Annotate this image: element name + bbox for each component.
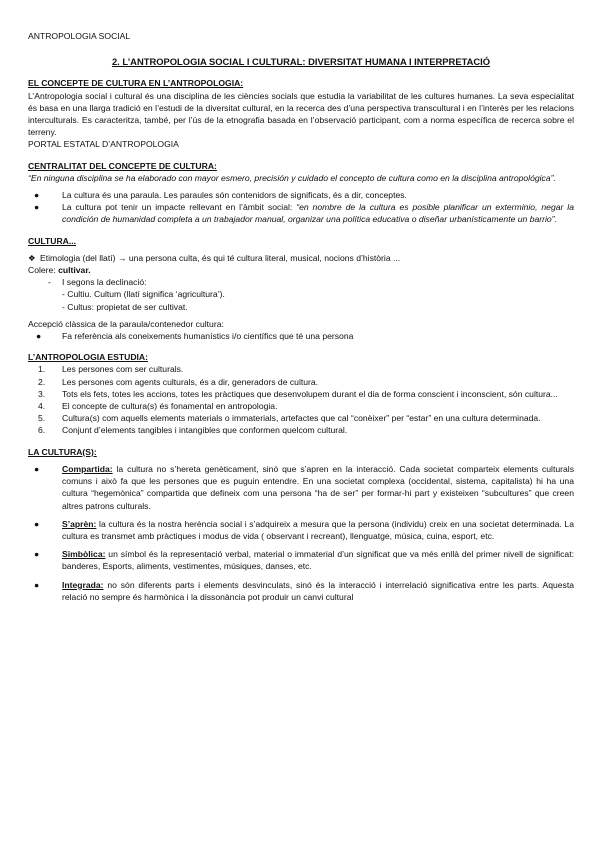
section-heading-cultura: CULTURA...: [28, 235, 77, 246]
list-number: 5.: [38, 413, 46, 424]
list-text: Les persones com ser culturals.: [62, 364, 184, 375]
list-item: [28, 463, 574, 512]
list-item: [28, 189, 574, 201]
page-title: 2. L’ANTROPOLOGIA SOCIAL I CULTURAL: DIVERSITAT HUMANA I INTERPRETACIÓ: [111, 56, 491, 68]
declination-item: - Cultus: propietat de ser cultivat.: [62, 301, 188, 312]
colere-value: cultivar.: [58, 265, 91, 276]
section-heading-concepte: EL CONCEPTE DE CULTURA EN L’ANTROPOLOGIA:: [28, 78, 244, 89]
bullet-icon: ●: [34, 579, 40, 590]
list-item: [28, 548, 574, 572]
list-item: [28, 424, 574, 436]
diamond-bullet-icon: ❖: [28, 252, 36, 263]
term-integrada: Integrada:: [62, 579, 104, 590]
list-number: 1.: [38, 364, 46, 375]
list-item: [28, 412, 574, 424]
list-item: [28, 579, 574, 603]
etimologia-text: Etimologia (del llatí) → una persona culta, és qui té cultura literal, musical, nocions d’història ...: [40, 252, 401, 263]
dash-bullet-icon: -: [48, 277, 51, 288]
list-item: [28, 330, 574, 342]
term-text: la cultura és la nostra herència social i s’adquireix a mesura que la persona (individu) creix en una societat determinada. La cultura es transmet amb pràctiques i modus de vida ( observant i recreant), llenguatge, música, cuina, esport, etc.: [62, 518, 574, 541]
bullet-text: La cultura és una paraula. Les paraules són contenidors de significats, és a dir, conceptes.: [62, 190, 407, 201]
list-item: [28, 376, 574, 388]
dash-text: I segons la declinació:: [62, 277, 147, 288]
list-item: [28, 518, 574, 542]
list-text: Les persones com agents culturals, és a dir, generadors de cultura.: [62, 376, 319, 387]
quote-text: “En ninguna disciplina se ha elaborado con mayor esmero, precisión y cuidado el concepto de cultura como en la disciplina antropológica”.: [28, 172, 556, 183]
list-text: Cultura(s) com aquells elements materials o immaterials, artefactes que cal “conèixer” per “estar” en una cultura determinada.: [62, 413, 541, 424]
term-text: no són diferents parts i elements desvinculats, sinó és la interacció i interrelació significativa entre les parts. Aquesta relació no sempre és harmònica i la dissonància pot produir un canvi cultural: [62, 579, 574, 602]
list-text: El concepte de cultura(s) és fonamental en antropologia.: [62, 401, 278, 412]
bullet-icon: ●: [34, 549, 40, 560]
accepcio-text: Accepció clàssica de la paraula/contenedor cultura:: [28, 318, 224, 329]
bullet-icon: ●: [34, 202, 40, 213]
list-number: 2.: [38, 376, 46, 387]
bullet-text: La cultura pot tenir un impacte rellevant en l’àmbit social:: [62, 202, 297, 213]
term-compartida: Compartida:: [62, 463, 113, 474]
document-page: [28, 30, 574, 609]
intro-paragraph: L’Antropologia social i cultural és una disciplina de les ciències socials que estudia la variabilitat de les cultures humanes. La seva especialitat és basa en una llarga tradició en l’estudi de la diversitat cultural, en la recerca des d’una perspectiva transcultural i en l’interès per les relacions interculturals. Es caracteritza, també, per l’ús de la etnografia basada en l’observació participant, com a norma específica de recerca sobre el terreny.: [28, 90, 574, 138]
colere-label: Colere:: [28, 265, 59, 276]
list-number: 6.: [38, 425, 46, 436]
list-item: [28, 276, 574, 288]
section-heading-estudia: L’ANTROPOLOGIA ESTUDIA:: [28, 352, 148, 363]
document-header: ANTROPOLOGIA SOCIAL: [28, 31, 131, 41]
list-item: [28, 400, 574, 412]
numbered-list: [28, 363, 574, 436]
bullet-icon: ●: [34, 190, 40, 201]
list-number: 3.: [38, 388, 46, 399]
portal-source: PORTAL ESTATAL D’ANTROPOLOGIA: [28, 139, 179, 150]
term-text: un símbol és la representació verbal, material o immaterial d’un significat que va més enllà del primer nivell de significat: banderes, Esports, aliments, vestimentes, músiques, danses, etc.: [62, 549, 574, 572]
colere-line: [28, 264, 574, 276]
term-text: la cultura no s’hereta genèticament, sinó que s’apren en la interacció. Cada societat comparteix elements culturals comuns i això fa que les persones que es puguin entendre. En una societat complexa (occidental, sistema, capitalista) hi ha una cultura “hegemònica” compartida que defineix com una persona “ha de ser” per formar-hi part y existeixen “subcultures” que creen altres patrons culturals.: [62, 463, 574, 511]
bullet-quote: “en nombre de la cultura es posible planificar un exterminio, negar la condición de humanidad completa a un trabajador manual, organizar una política educativa o diseñar urbanísticamente un barrio”.: [62, 202, 574, 225]
term-simbolica: Simbòlica:: [62, 549, 106, 560]
bullet-text: Fa referència als coneixements humanístics i/o científics que té una persona: [62, 331, 354, 342]
list-item: [28, 201, 574, 225]
list-item: [28, 388, 574, 400]
list-text: Conjunt d’elements tangibles i intangibles que conformen quelcom cultural.: [62, 425, 348, 436]
bullet-icon: ●: [34, 463, 40, 474]
bullet-icon: ●: [34, 518, 40, 529]
section-heading-centralitat: CENTRALITAT DEL CONCEPTE DE CULTURA:: [28, 160, 217, 171]
list-item: [28, 363, 574, 375]
list-item: [28, 252, 574, 264]
declination-item: - Cultiu. Cultum (llatí significa ‘agricultura’).: [62, 289, 225, 300]
list-number: 4.: [38, 401, 46, 412]
section-heading-cultures: LA CULTURA(S):: [28, 446, 97, 457]
list-text: Tots els fets, totes les accions, totes les pràctiques que desenvolupem durant el dia de forma conscient i inconscient, són cultura...: [62, 388, 558, 399]
quote-paragraph: [28, 172, 574, 184]
term-apren: S’aprèn:: [62, 518, 97, 529]
bullet-icon: ●: [36, 331, 42, 342]
